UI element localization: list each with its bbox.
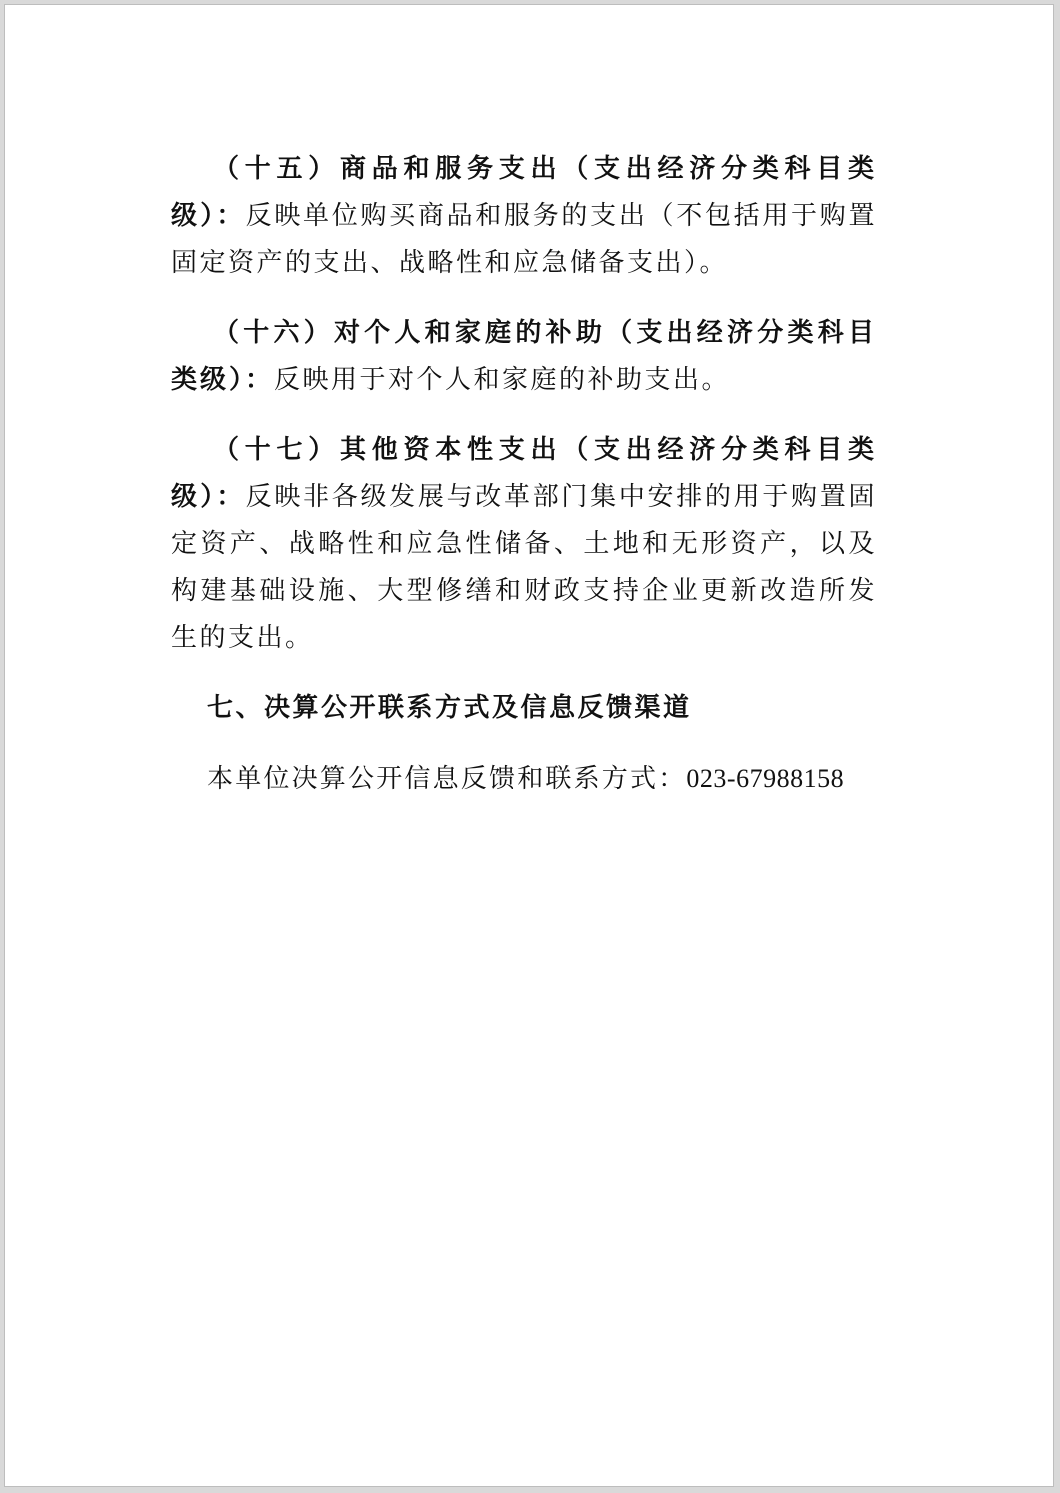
item-household-subsidies	[171, 310, 877, 404]
page-content	[171, 146, 877, 803]
item-body: 反映单位购买商品和服务的支出（不包括用于购置固定资产的支出、战略性和应急储备支出）。	[171, 201, 877, 278]
document-page	[4, 4, 1054, 1487]
item-body: 反映非各级发展与改革部门集中安排的用于购置固定资产、战略性和应急性储备、土地和无形资产，以及构建基础设施、大型修缮和财政支持企业更新改造所发生的支出。	[171, 482, 877, 653]
item-heading: （十七）其他资本性支出（支出经济分类科目类级）：	[171, 435, 877, 512]
section-heading: 七、决算公开联系方式及信息反馈渠道	[207, 693, 692, 723]
item-body: 反映用于对个人和家庭的补助支出。	[274, 365, 731, 395]
contact-line	[171, 755, 877, 803]
item-heading: （十五）商品和服务支出（支出经济分类科目类级）：	[171, 154, 877, 231]
item-goods-and-services	[171, 146, 877, 287]
contact-label: 本单位决算公开信息反馈和联系方式：	[207, 764, 687, 794]
item-other-capital-expenditure	[171, 427, 877, 662]
contact-phone: 023-67988158	[686, 764, 845, 793]
item-heading: （十六）对个人和家庭的补助（支出经济分类科目类级）：	[171, 318, 877, 395]
